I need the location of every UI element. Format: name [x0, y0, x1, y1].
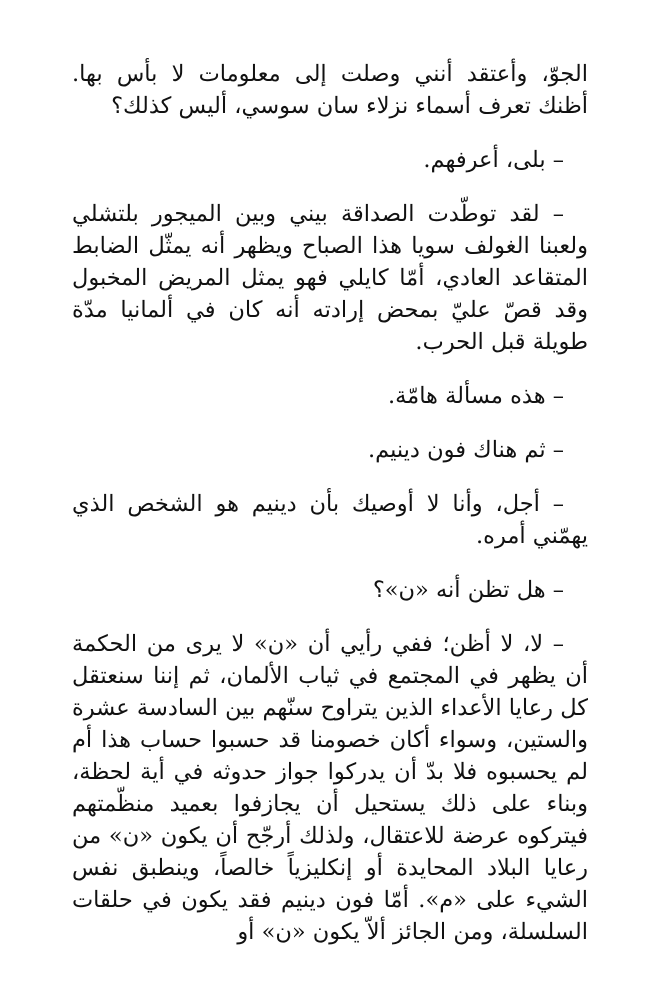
dialogue-paragraph: – بلى، أعرفهم. — [423, 147, 564, 173]
dialogue-paragraph: – لقد توطّدت الصداقة بيني وبين الميجور بلتشلي ولعبنا الغولف سويا هذا الصباح ويظهر أنه يمثّل الضابط المتقاعد العادي، أمّا كايلي فهو يمثل المريض المخبول وقد قصّ عليّ بمحض إرادته أنه كان في ألمانيا مدّة طويلة قبل الحرب. — [72, 201, 588, 355]
dialogue-paragraph: – أجل، وأنا لا أوصيك بأن دينيم هو الشخص الذي يهمّني أمره. — [72, 491, 588, 549]
dialogue-paragraph: – لا، لا أظن؛ ففي رأيي أن «ن» لا يرى من الحكمة أن يظهر في المجتمع في ثياب الألمان، ثم إننا سنعتقل كل رعايا الأعداء الذين يتراوح سنّهم بين السادسة عشرة والستين، وسواء أكان خصومنا قد حسبوا حساب هذا أم لم يحسبوه فلا بدّ أن يدركوا جواز حدوثه في أية لحظة، وبناء على ذلك يستحيل أن يجازفوا بعميد منظّمتهم فيتركوه عرضة للاعتقال، ولذلك أرجّح أن يكون «ن» من رعايا البلاد المحايدة أو إنكليزياً خالصاً، وينطبق نفس الشيء على «م». أمّا فون دينيم فقد يكون في حلقات السلسلة، ومن الجائز ألاّ يكون «ن» أو — [72, 631, 588, 945]
paragraph-continuation: الجوّ، وأعتقد أنني وصلت إلى معلومات لا بأس بها. أظنك تعرف أسماء نزلاء سان سوسي، أليس كذلك؟ — [72, 61, 588, 119]
page-text — [72, 58, 588, 948]
dialogue-paragraph: – هل تظن أنه «ن»؟ — [372, 577, 564, 603]
dialogue-paragraph: – هذه مسألة هامّة. — [387, 383, 564, 409]
dialogue-paragraph: – ثم هناك فون دينيم. — [367, 437, 564, 463]
